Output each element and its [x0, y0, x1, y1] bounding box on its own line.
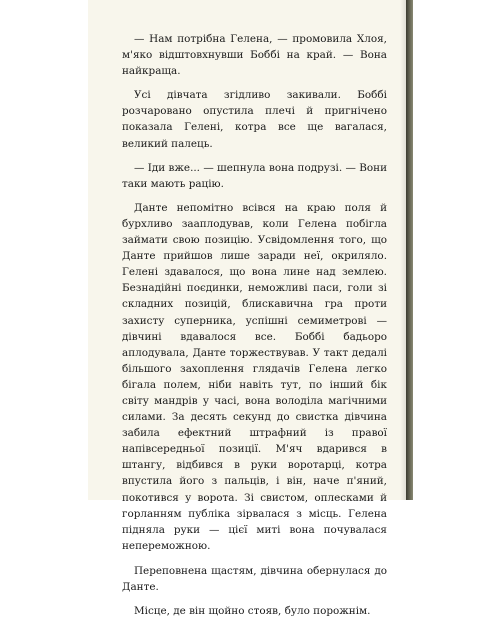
- book-spine-edge: [406, 0, 413, 500]
- paragraph-whisper: — Іди вже... — шепнула вона подрузі. — Вони таки мають рацію.: [122, 161, 387, 190]
- paragraph-match: Данте непомітно всівся на краю поля й бурхливо зааплодував, коли Гелена побігла займати свою позицію. Усвідомлення того, що Данте прийшов лише заради неї, окриляло. Гелені здавалося, що вона лине над землею. Безнадійні поєдинки, неможливі паси, голи зі складних позицій, блискавична гра проти захисту суперника, успішні семиметрові — дівчині вдавалося все. Боббі бадьоро аплодувала, Данте торжествував. У такт дедалі більшого захоплення глядачів Гелена легко бігала полем, ніби навіть тут, по інший бік світу мандрів у часі, вона володіла магічними силами. За десять секунд до свистка дівчина забила ефектний штрафний із правої напівсередньої позиції. М'яч вдарився в штангу, відбився в руки воротарці, котра впустила його з пальців, і він, наче п'яний, покотився у ворота. Зі свистом, оплесками й горланням публіка зірвалася з місць. Гелена підняла руки — цієї миті вона почувалася непереможною.: [122, 201, 387, 552]
- paragraph-dialogue-chloe: — Нам потрібна Гелена, — промовила Хлоя, м'яко відштовхнувши Боббі на край. — Вона найкраща.: [122, 33, 387, 78]
- paragraph-empty-place: Місце, де він щойно стояв, було порожнім.: [134, 605, 371, 618]
- page-text-block: [122, 31, 387, 627]
- paragraph-girls-nodded: Усі дівчата згідливо закивали. Боббі розчаровано опустила плечі й пригнічено показала Гелені, котра все ще вагалася, великий палець.: [122, 89, 387, 150]
- paragraph-turned-to-dante: Переповнена щастям, дівчина обернулася до Данте.: [122, 564, 387, 593]
